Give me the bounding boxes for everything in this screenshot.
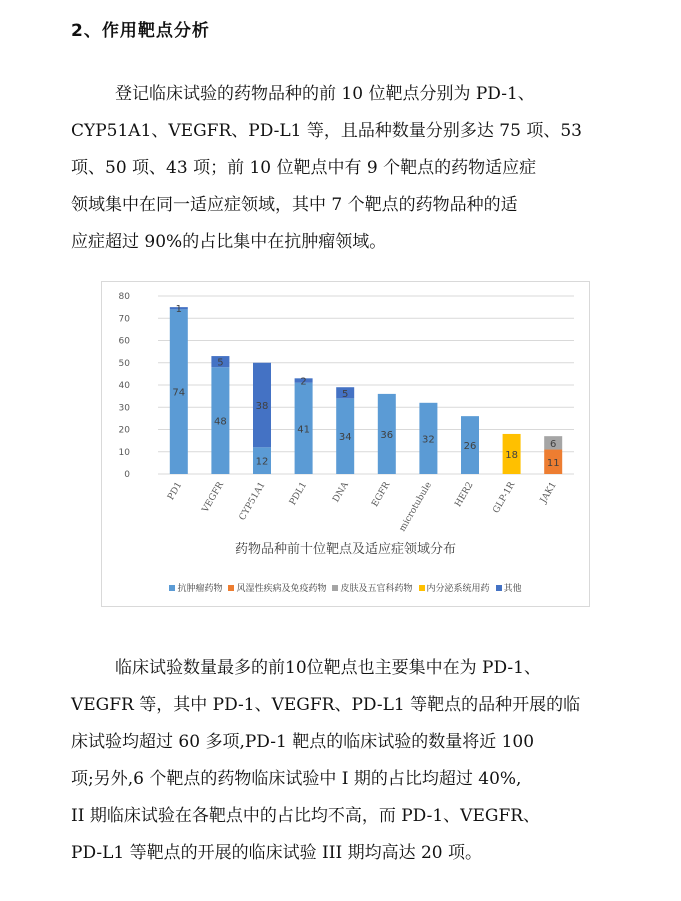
data-label: 6 xyxy=(550,438,557,450)
paragraph-clinical-trials xyxy=(71,650,631,872)
chart-legend xyxy=(102,581,589,594)
y-tick-label: 10 xyxy=(118,447,130,458)
data-label: 5 xyxy=(342,388,349,400)
section-heading: 2、作用靶点分析 xyxy=(71,21,210,41)
x-tick-label: VEGFR xyxy=(200,480,226,515)
target-distribution-chart xyxy=(101,281,590,607)
x-tick-label: PD1 xyxy=(166,480,185,502)
paragraph-line: 登记临床试验的药物品种的前 10 位靶点分别为 PD-1、 xyxy=(115,84,535,104)
data-label: 26 xyxy=(463,441,477,453)
legend-label: 风湿性疾病及免疫药物 xyxy=(236,584,327,594)
legend-entry xyxy=(419,581,490,594)
data-label: 5 xyxy=(217,357,224,369)
legend-swatch xyxy=(419,585,425,591)
x-tick-label: HER2 xyxy=(453,480,476,509)
legend-entry xyxy=(496,581,522,594)
paragraph-line: 应症超过 90%的占比集中在抗肿瘤领域。 xyxy=(71,232,387,252)
data-label: 32 xyxy=(422,434,435,446)
chart-title: 药物品种前十位靶点及适应症领域分布 xyxy=(234,542,456,557)
paragraph-line: 床试验均超过 60 多项,PD-1 靶点的临床试验的数量将近 100 xyxy=(71,732,535,752)
paragraph-line: 项、50 项、43 项；前 10 位靶点中有 9 个靶点的药物适应症 xyxy=(71,158,537,178)
data-label: 41 xyxy=(297,424,310,436)
legend-label: 皮肤及五官科药物 xyxy=(340,584,413,594)
legend-label: 内分泌系统用药 xyxy=(426,584,490,594)
legend-label: 其他 xyxy=(503,584,522,594)
data-label: 38 xyxy=(255,401,269,413)
paragraph-line: CYP51A1、VEGFR、PD-L1 等，且品种数量分别多达 75 项、53 xyxy=(71,121,582,141)
y-tick-label: 80 xyxy=(118,292,130,302)
legend-swatch xyxy=(228,585,234,591)
y-tick-label: 50 xyxy=(118,358,130,369)
paragraph-line: PD-L1 等靶点的开展的临床试验 III 期均高达 20 项。 xyxy=(71,843,483,863)
legend-entry xyxy=(169,581,222,594)
chart-canvas xyxy=(102,282,589,606)
data-label: 36 xyxy=(380,429,394,441)
data-label: 12 xyxy=(255,456,269,468)
paragraph-line: VEGFR 等，其中 PD-1、VEGFR、PD-L1 等靶点的品种开展的临 xyxy=(71,695,581,715)
x-tick-label: GLP-1R xyxy=(491,480,518,516)
x-tick-label: CYP51A1 xyxy=(237,480,268,523)
paragraph-targets-summary xyxy=(71,76,631,261)
legend-label: 抗肿瘤药物 xyxy=(177,584,223,594)
y-tick-label: 60 xyxy=(118,336,130,347)
y-tick-label: 20 xyxy=(118,425,130,436)
paragraph-line: 临床试验数量最多的前10位靶点也主要集中在为 PD-1、 xyxy=(115,658,541,678)
x-tick-label: PDL1 xyxy=(288,480,310,508)
legend-entry xyxy=(228,581,326,594)
legend-swatch xyxy=(332,585,338,591)
x-tick-label: DNA xyxy=(331,480,351,505)
paragraph-line: 项;另外,6 个靶点的药物临床试验中 I 期的占比均超过 40%, xyxy=(71,769,522,789)
y-tick-label: 40 xyxy=(118,381,130,391)
y-tick-label: 0 xyxy=(124,470,130,480)
data-label: 2 xyxy=(300,376,307,388)
x-tick-label: EGFR xyxy=(370,480,393,509)
y-tick-label: 70 xyxy=(118,314,130,325)
y-tick-label: 30 xyxy=(118,403,130,414)
data-label: 18 xyxy=(505,449,518,461)
legend-swatch xyxy=(496,585,502,591)
paragraph-line: II 期临床试验在各靶点中的占比均不高，而 PD-1、VEGFR、 xyxy=(71,806,541,826)
x-tick-label: microtubule xyxy=(397,480,434,534)
legend-swatch xyxy=(169,585,175,591)
data-label: 74 xyxy=(172,387,186,399)
x-tick-label: JAK1 xyxy=(538,480,559,506)
legend-entry xyxy=(332,581,412,594)
paragraph-line: 领域集中在同一适应症领域，其中 7 个靶点的药物品种的适 xyxy=(71,195,518,215)
data-label: 48 xyxy=(214,416,227,428)
data-label: 34 xyxy=(338,432,352,444)
data-label: 11 xyxy=(546,457,560,469)
data-label: 1 xyxy=(175,304,182,316)
